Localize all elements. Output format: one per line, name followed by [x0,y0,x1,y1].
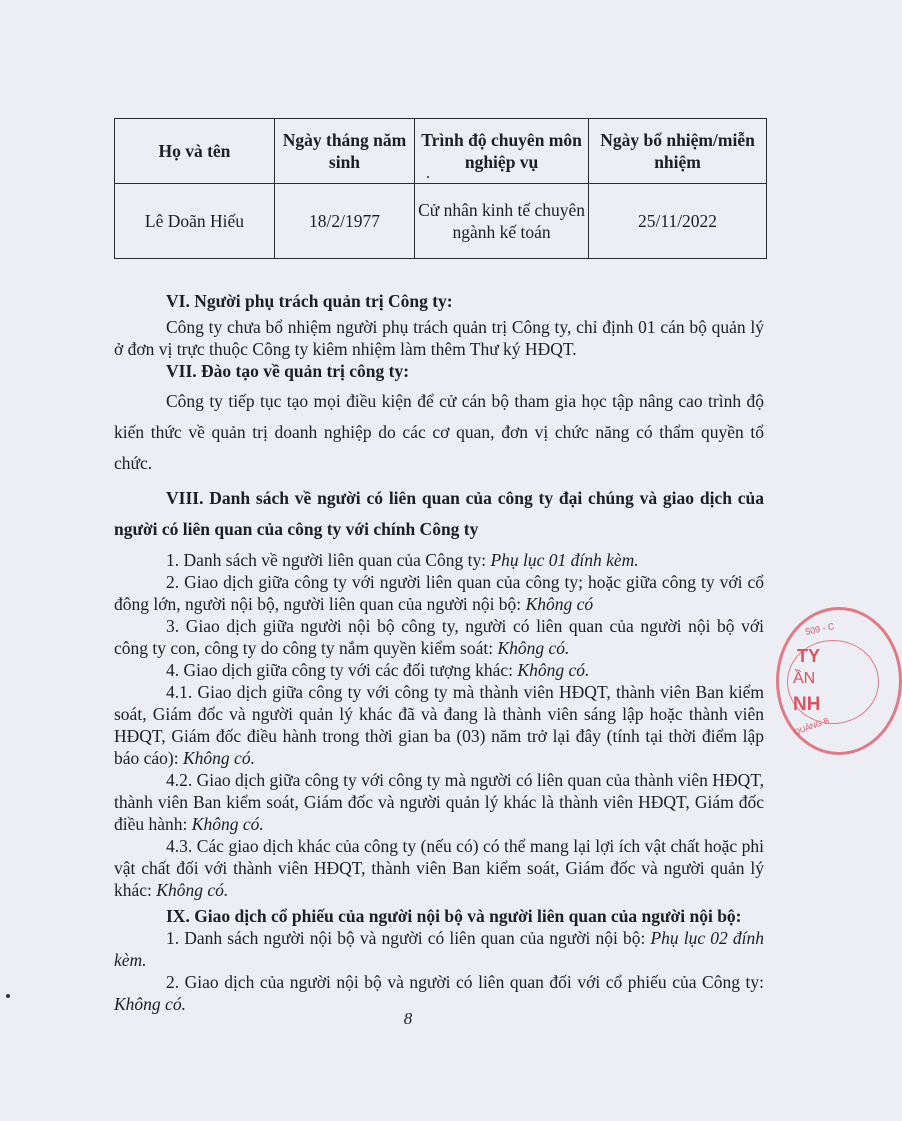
document-body [114,290,764,1015]
section-vi-heading: VI. Người phụ trách quản trị Công ty: [166,291,453,311]
seal-line-3: NH [793,694,821,715]
section-viii-item-3: 3. Giao dịch giữa người nội bộ công ty, người có liên quan của người nội bộ với công ty con, công ty do công ty nắm quyền kiểm soát: Không có. [114,616,764,658]
section-viii-heading: VIII. Danh sách về người có liên quan của công ty đại chúng và giao dịch của người có liên quan của công ty với chính Công ty [114,488,764,539]
section-ix-heading: IX. Giao dịch cổ phiếu của người nội bộ và người liên quan của người nội bộ: [166,906,742,926]
header-full-name: Họ và tên [115,119,275,184]
cell-qualification: Cử nhân kinh tế chuyên ngành kế toán [415,184,589,259]
seal-line-2: ẦN [793,670,816,687]
section-viii-item-4-2: 4.2. Giao dịch giữa công ty với công ty mà người có liên quan của thành viên HĐQT, thành viên Ban kiểm soát, Giám đốc và người quản lý khác là thành viên HĐQT, Giám đốc điều hành: Không có. [114,770,764,834]
scan-speck [427,176,429,178]
seal-ring-bottom-text: QUẢNG B [792,715,831,738]
section-viii-item-4: 4. Giao dịch giữa công ty với các đối tượng khác: Không có. [166,660,590,680]
cell-appointment-date: 25/11/2022 [589,184,767,259]
seal-ring-text: 509 - C [804,621,836,637]
section-vii-heading: VII. Đào tạo về quản trị công ty: [166,361,410,381]
section-ix-item-2: 2. Giao dịch của người nội bộ và người có liên quan đối với cổ phiếu của Công ty: Không có. [114,972,764,1014]
company-seal [776,607,902,755]
cell-date-of-birth: 18/2/1977 [274,184,414,259]
section-viii-item-4-3: 4.3. Các giao dịch khác của công ty (nếu có) có thể mang lại lợi ích vật chất hoặc phi vật chất đối với thành viên HĐQT, thành viên Ban kiểm soát, Giám đốc và người quản lý khác: Không có. [114,836,764,900]
header-appointment-date: Ngày bổ nhiệm/miễn nhiệm [589,119,767,184]
header-date-of-birth: Ngày tháng năm sinh [274,119,414,184]
scan-speck [6,994,10,998]
table-row [115,184,767,259]
section-vi-text: Công ty chưa bổ nhiệm người phụ trách quản trị Công ty, chỉ định 01 cán bộ quản lý ở đơn vị trực thuộc Công ty kiêm nhiệm làm thêm Thư ký HĐQT. [114,317,764,359]
section-ix-item-1: 1. Danh sách người nội bộ và người có liên quan của người nội bộ: Phụ lục 02 đính kèm. [114,928,765,970]
page-number: 8 [403,1009,413,1028]
section-viii-item-4-1: 4.1. Giao dịch giữa công ty với công ty mà thành viên HĐQT, thành viên Ban kiểm soát, Giám đốc và người quản lý khác đã và đang là thành viên sáng lập hoặc thành viên HĐQT, Giám đốc điều hành trong thời gian ba (03) năm trở lại đây (tính tại thời điểm lập báo cáo): Không có. [114,682,764,768]
section-vii-text: Công ty tiếp tục tạo mọi điều kiện để cử cán bộ tham gia học tập nâng cao trình độ kiến thức về quản trị doanh nghiệp do các cơ quan, đơn vị chức năng có thẩm quyền tổ chức. [114,391,764,473]
officer-table [114,118,767,259]
section-viii-item-1: 1. Danh sách về người liên quan của Công ty: Phụ lục 01 đính kèm. [166,550,639,570]
seal-line-1: TY [797,646,821,666]
header-qualification: Trình độ chuyên môn nghiệp vụ [415,119,589,184]
table-header-row [115,119,767,184]
cell-full-name: Lê Doãn Hiếu [115,184,275,259]
section-viii-item-2: 2. Giao dịch giữa công ty với người liên quan của công ty; hoặc giữa công ty với cổ đông lớn, người nội bộ, người liên quan của người nội bộ: Không có [114,572,764,614]
